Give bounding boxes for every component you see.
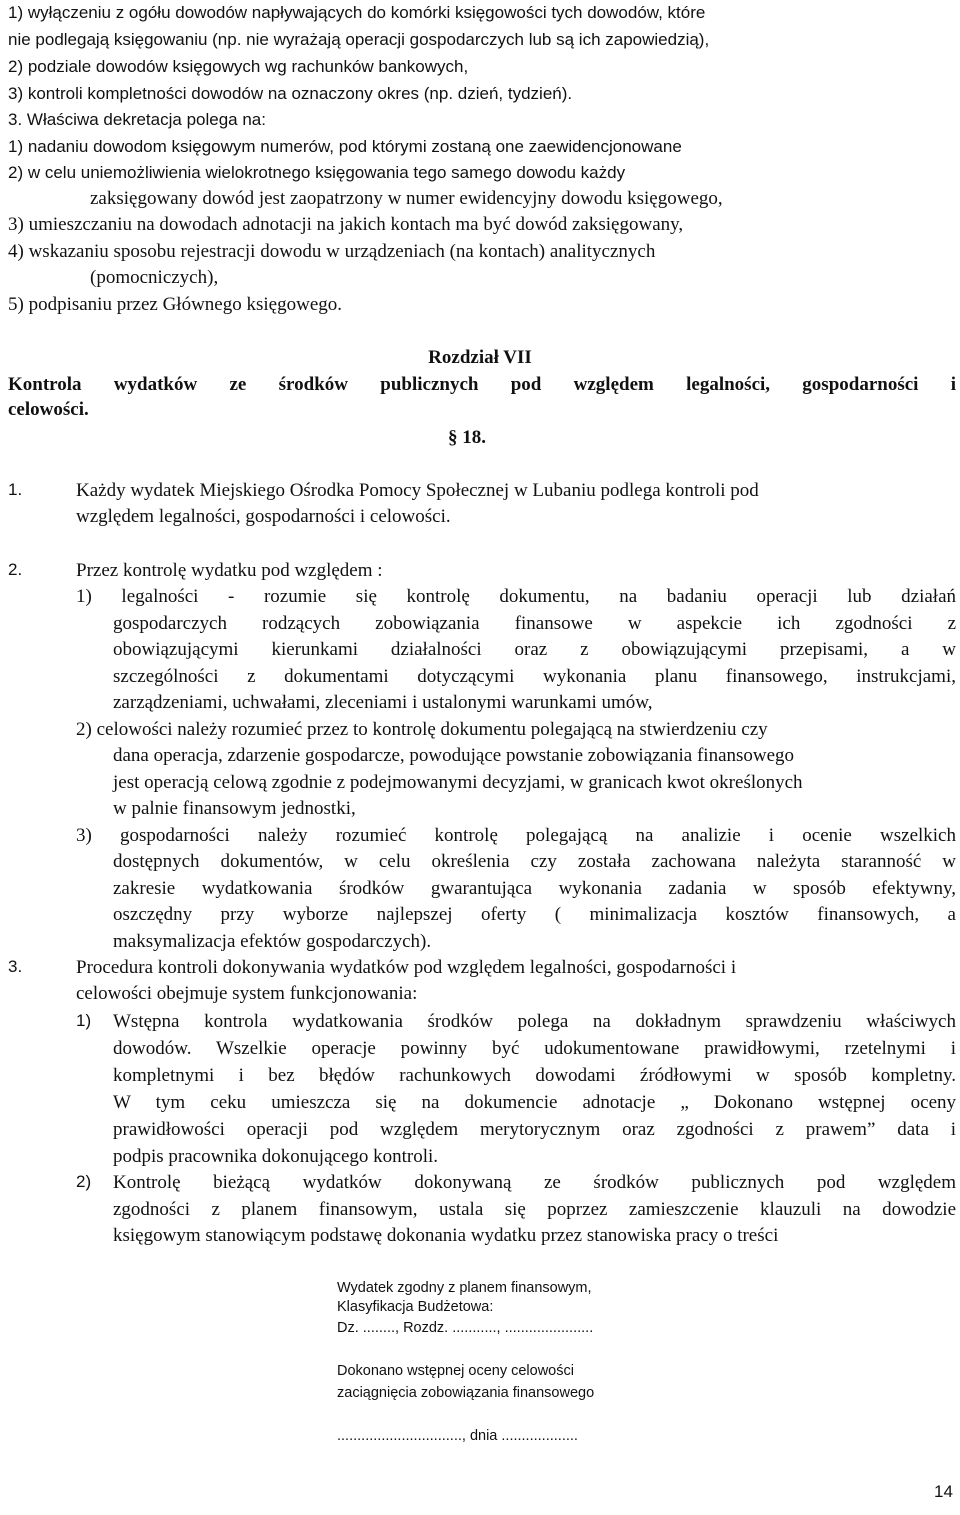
text-line: Każdy wydatek Miejskiego Ośrodka Pomocy Społecznej w Lubaniu podlega kontroli pod — [76, 480, 759, 501]
stamp-line: Wydatek zgodny z planem finansowym, — [337, 1280, 592, 1296]
text-line: dana operacja, zdarzenie gospodarcze, powodujące powstanie zobowiązania finansowego — [113, 745, 795, 766]
section-label: 18. — [462, 427, 486, 448]
text-line: 5) podpisaniu przez Głównego księgowego. — [8, 294, 343, 315]
text-line: zarządzeniami, uchwałami, zleceniami i ustalonymi warunkami umów, — [113, 692, 653, 713]
heading: Kontrola wydatków ze środków publicznych pod względem legalności, gospodarności i — [8, 374, 956, 395]
text-line: 3. Właściwa dekretacja polega na: — [8, 110, 266, 129]
text-line: W tym ceku umieszcza się na dokumencie adnotacje „ Dokonano wstępnej oceny — [113, 1092, 956, 1113]
section-sign: § — [448, 427, 458, 448]
text-line: 2) w celu uniemożliwienia wielokrotnego księgowania tego samego dowodu każdy — [8, 163, 626, 182]
text-line: Procedura kontroli dokonywania wydatków pod względem legalności, gospodarności i — [76, 957, 737, 978]
text-line: maksymalizacja efektów gospodarczych). — [113, 931, 432, 952]
text-line: jest operacją celową zgodnie z podejmowanymi decyzjami, w granicach kwot określonych — [113, 772, 803, 793]
list-number: 1) — [76, 1011, 92, 1030]
text-line: kompletnymi i bez błędów rachunkowych dowodami źródłowymi w sposób kompletny. — [113, 1065, 956, 1086]
text-line: Wstępna kontrola wydatkowania środków polega na dokładnym sprawdzeniu właściwych — [113, 1011, 956, 1032]
text-line: w palnie finansowym jednostki, — [113, 798, 356, 819]
text-line: oszczędny przy wyborze najlepszej oferty ( minimalizacja kosztów finansowych, a — [113, 904, 956, 925]
text-line: 2) podziale dowodów księgowych wg rachunków bankowych, — [8, 57, 469, 76]
paragraph-number: 1. — [8, 480, 23, 499]
text-line: podpis pracownika dokonującego kontroli. — [113, 1146, 439, 1167]
stamp-line: zaciągnięcia zobowiązania finansowego — [337, 1385, 595, 1401]
text-line: celowości obejmuje system funkcjonowania: — [76, 983, 418, 1004]
text-line: obowiązującymi kierunkami działalności oraz z obowiązującymi przepisami, a w — [113, 639, 956, 660]
stamp-line: Dz. ........, Rozdz. ..........., ...................... — [337, 1320, 594, 1336]
text-line: zakresie wydatkowania środków gwarantująca wykonania zadania w sposób efektywny, — [113, 878, 956, 899]
paragraph-number: 2. — [8, 560, 23, 579]
text-line: 3) umieszczaniu na dowodach adnotacji na jakich kontach ma być dowód zaksięgowany, — [8, 214, 684, 235]
stamp-line: Klasyfikacja Budżetowa: — [337, 1299, 494, 1315]
text-line: Przez kontrolę wydatku pod względem : — [76, 560, 383, 581]
text-line: (pomocniczych), — [90, 267, 219, 288]
text-line: dostępnych dokumentów, w celu określenia czy została zachowana należyta staranność w — [113, 851, 956, 872]
text-line: dowodów. Wszelkie operacje powinny być udokumentowane prawidłowymi, rzetelnymi i — [113, 1038, 956, 1059]
text-line: szczególności z dokumentami dotyczącymi wykonania planu finansowego, instrukcjami, — [113, 666, 956, 687]
section-number — [448, 427, 486, 449]
heading: celowości. — [8, 399, 89, 420]
page-number: 14 — [934, 1482, 953, 1501]
text-line: Kontrolę bieżącą wydatków dokonywaną ze środków publicznych pod względem — [113, 1172, 956, 1193]
paragraph-number: 3. — [8, 957, 23, 976]
text-line: księgowym stanowiącym podstawę dokonania wydatku przez stanowiska pracy o treści — [113, 1225, 779, 1246]
text-line: 4) wskazaniu sposobu rejestracji dowodu w urządzeniach (na kontach) analitycznych — [8, 241, 656, 262]
text-line: 2) celowości należy rozumieć przez to kontrolę dokumentu polegającą na stwierdzeniu czy — [76, 719, 768, 740]
text-line: 1) nadaniu dowodom księgowym numerów, pod którymi zostaną one zaewidencjonowane — [8, 137, 682, 156]
text-line: zaksięgowany dowód jest zaopatrzony w numer ewidencyjny dowodu księgowego, — [90, 188, 723, 209]
text-line: 1) wyłączeniu z ogółu dowodów napływających do komórki księgowości tych dowodów, które — [8, 3, 706, 22]
text-line: nie podlegają księgowaniu (np. nie wyrażają operacji gospodarczych lub są ich zapowiedzią), — [8, 30, 710, 49]
text-line: 1) legalności - rozumie się kontrolę dokumentu, na badaniu operacji lub działań — [76, 586, 956, 607]
text-line: 3) gospodarności należy rozumieć kontrolę polegającą na analizie i ocenie wszelkich — [76, 825, 956, 846]
text-line: 3) kontroli kompletności dowodów na oznaczony okres (np. dzień, tydzień). — [8, 84, 573, 103]
list-number: 2) — [76, 1172, 92, 1191]
chapter-title: Rozdział VII — [428, 347, 532, 368]
text-line: zgodności z planem finansowym, ustala się poprzez zamieszczenie klauzuli na dowodzie — [113, 1199, 956, 1220]
text-line: prawidłowości operacji pod względem merytorycznym oraz zgodności z prawem” data i — [113, 1119, 956, 1140]
text-line: gospodarczych rodzących zobowiązania finansowe w aspekcie ich zgodności z — [113, 613, 956, 634]
stamp-line: Dokonano wstępnej oceny celowości — [337, 1363, 574, 1379]
text-line: względem legalności, gospodarności i celowości. — [76, 506, 451, 527]
stamp-line: ..............................., dnia ................... — [337, 1428, 578, 1444]
